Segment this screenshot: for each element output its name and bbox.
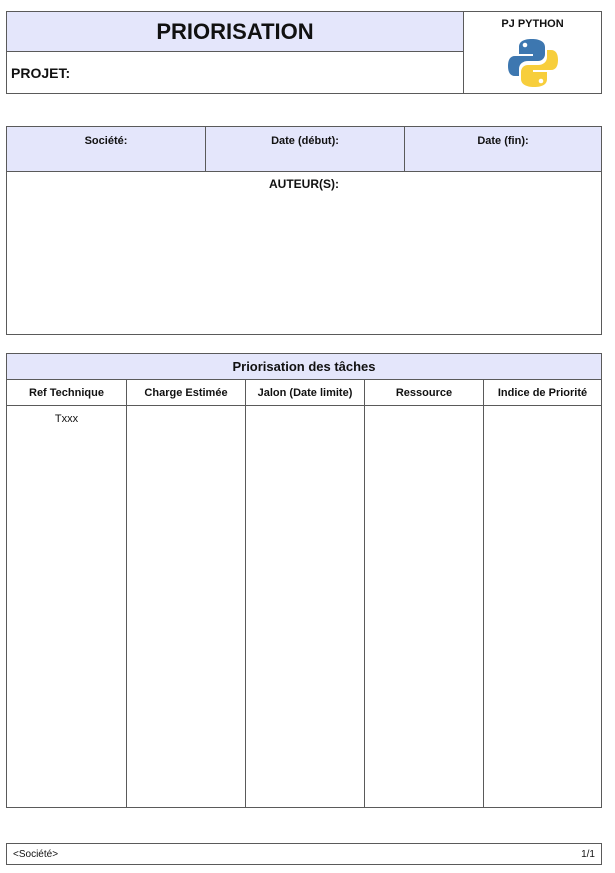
logo-cell — [464, 12, 601, 93]
tasks-table — [6, 353, 602, 808]
tasks-title: Priorisation des tâches — [7, 354, 601, 380]
logo-text: PJ PYTHON — [501, 18, 564, 30]
python-logo-icon — [505, 35, 561, 91]
footer-company: <Société> — [13, 848, 59, 860]
cell-charge-estimee — [126, 406, 245, 807]
cell-jalon — [245, 406, 364, 807]
header-box — [6, 11, 602, 94]
cell-indice-priorite — [483, 406, 601, 807]
column-header-indice-priorite: Indice de Priorité — [483, 380, 601, 405]
auteurs-label: AUTEUR(S): — [269, 177, 339, 191]
cell-ressource — [364, 406, 483, 807]
column-header-charge-estimee: Charge Estimée — [126, 380, 245, 405]
date-fin-label: Date (fin): — [404, 127, 601, 171]
societe-label: Société: — [84, 135, 128, 147]
projet-label: PROJET: — [7, 52, 464, 93]
info-header-row — [7, 127, 601, 172]
table-row — [7, 406, 601, 807]
date-debut-label: Date (début): — [205, 127, 404, 171]
footer-bar — [6, 843, 602, 865]
column-header-jalon: Jalon (Date limite) — [245, 380, 364, 405]
column-header-ressource: Ressource — [364, 380, 483, 405]
cell-ref-technique: Txxx — [54, 413, 79, 425]
page-title: PRIORISATION — [7, 12, 464, 52]
info-box — [6, 126, 602, 335]
tasks-header-row — [7, 380, 601, 406]
column-header-ref-technique: Ref Technique — [29, 386, 104, 399]
page-number: 1/1 — [581, 848, 595, 860]
